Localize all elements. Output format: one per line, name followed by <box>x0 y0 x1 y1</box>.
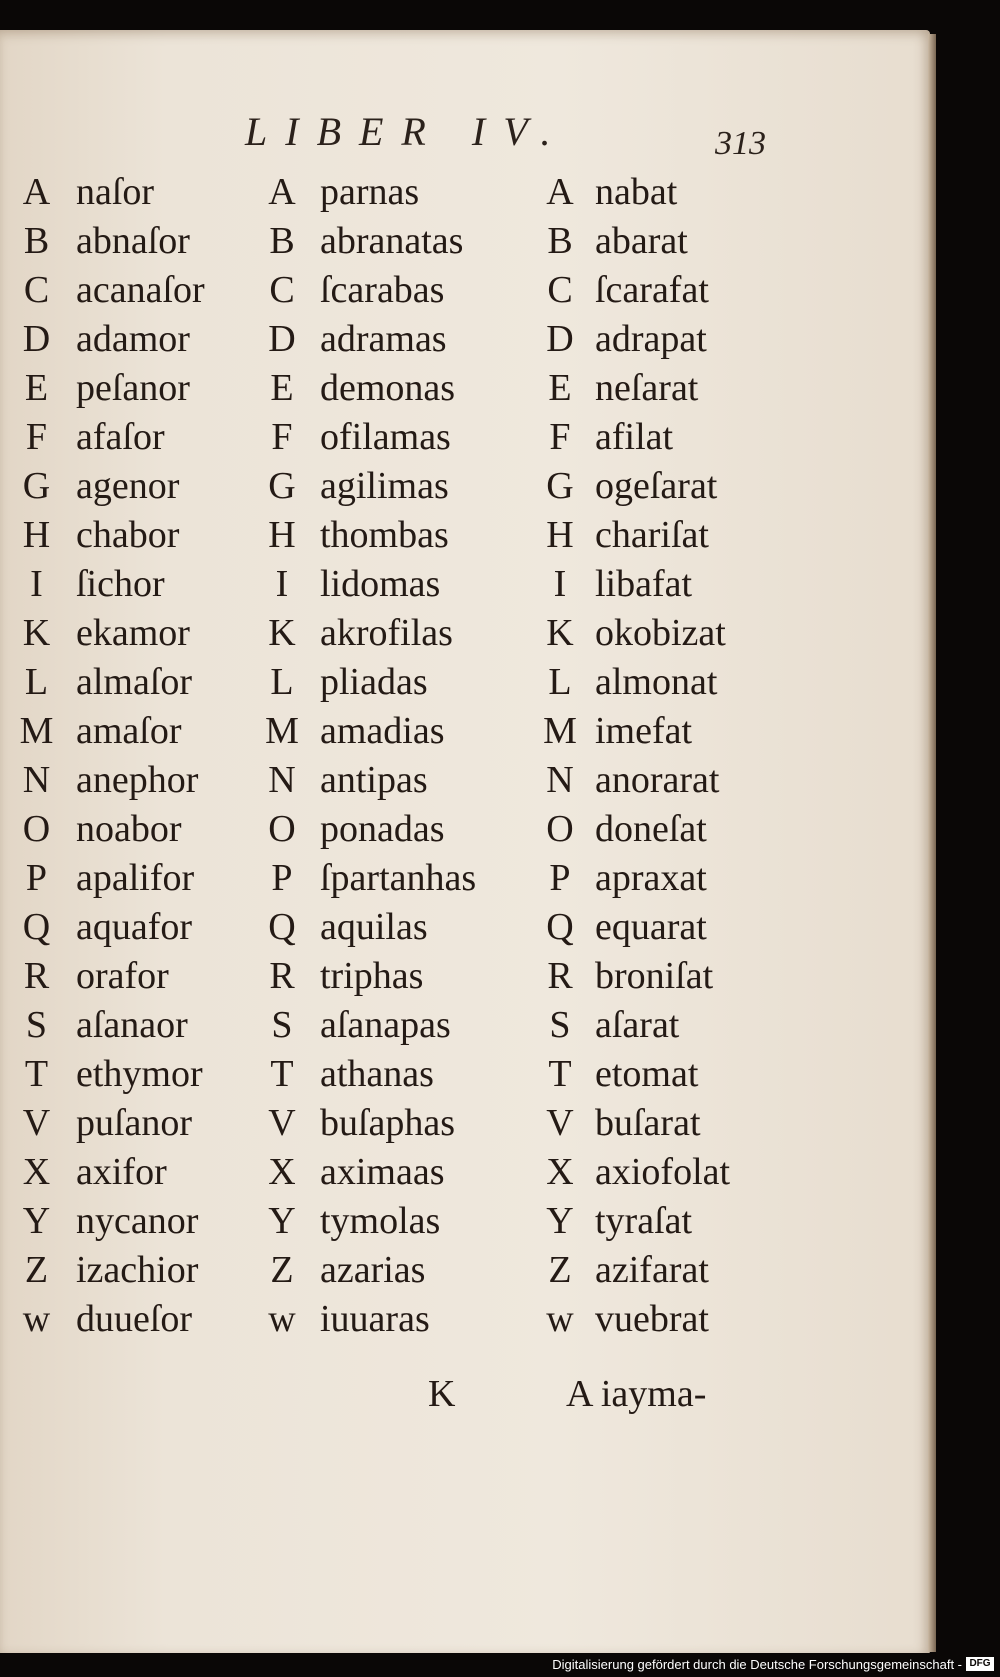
col2-word: thombas <box>320 514 449 556</box>
col2-letter: N <box>268 759 296 801</box>
col3-letter: T <box>548 1053 572 1095</box>
col1-word: apalifor <box>76 857 195 899</box>
col2-letter: I <box>275 563 289 605</box>
col3-letter: K <box>546 612 574 654</box>
col2-word: akrofilas <box>320 612 453 654</box>
col1-word: noabor <box>76 808 182 850</box>
col1-letter: A <box>22 171 51 213</box>
col1-word: almaſor <box>76 661 193 703</box>
footer-credit: Digitalisierung gefördert durch die Deutsche Forschungsgemeinschaft - <box>552 1657 962 1672</box>
col1-letter: G <box>22 465 51 507</box>
col2-letter: L <box>270 661 294 703</box>
page-number: 313 <box>715 125 766 162</box>
col2-word: aſanapas <box>320 1004 451 1046</box>
col2-word: ſpartanhas <box>320 857 477 899</box>
col1-word: afaſor <box>76 416 165 458</box>
col3-word: azifarat <box>595 1249 709 1291</box>
col3-word: broniſat <box>595 955 714 997</box>
col1-letter: K <box>22 612 51 654</box>
col1-word: nycanor <box>76 1200 199 1242</box>
col3-word: almonat <box>595 661 718 703</box>
col3-letter: G <box>546 465 574 507</box>
col3-letter: Y <box>546 1200 574 1242</box>
col1-word: aquafor <box>76 906 193 948</box>
col1-word: anephor <box>76 759 199 801</box>
col1-word: naſor <box>76 171 155 213</box>
col2-word: amadias <box>320 710 445 752</box>
col1-letter: Z <box>24 1249 49 1291</box>
col2-word: athanas <box>320 1053 434 1095</box>
col2-word: tymolas <box>320 1200 441 1242</box>
col2-letter: Y <box>268 1200 296 1242</box>
col3-letter: H <box>546 514 574 556</box>
col3-word: neſarat <box>595 367 699 409</box>
col3-letter: X <box>546 1151 574 1193</box>
col3-word: afilat <box>595 416 674 458</box>
col2-letter: T <box>270 1053 294 1095</box>
col1-word: chabor <box>76 514 180 556</box>
col1-word: abnaſor <box>76 220 190 262</box>
col2-letter: C <box>269 269 295 311</box>
col1-word: amaſor <box>76 710 182 752</box>
col1-letter: Y <box>22 1200 51 1242</box>
col1-letter: R <box>23 955 50 997</box>
col1-letter: S <box>25 1004 48 1046</box>
col2-letter: E <box>270 367 294 409</box>
col1-word: orafor <box>76 955 169 997</box>
col3-letter: P <box>549 857 571 899</box>
col1-letter: D <box>22 318 51 360</box>
col3-word: imefat <box>595 710 693 752</box>
col1-letter: P <box>25 857 48 899</box>
col3-letter: B <box>547 220 573 262</box>
col1-word: peſanor <box>76 367 190 409</box>
col2-letter: F <box>271 416 293 458</box>
col3-letter: S <box>549 1004 571 1046</box>
col2-word: aximaas <box>320 1151 445 1193</box>
col2-letter: V <box>268 1102 296 1144</box>
col1-word: aſanaor <box>76 1004 188 1046</box>
col2-word: lidomas <box>320 563 441 605</box>
col2-letter: A <box>268 171 296 213</box>
page-edge <box>928 34 936 1652</box>
col1-letter: X <box>22 1151 51 1193</box>
col3-word: anorarat <box>595 759 720 801</box>
col1-word: axifor <box>76 1151 167 1193</box>
col3-word: okobizat <box>595 612 726 654</box>
col1-word: ethymor <box>76 1053 203 1095</box>
col3-letter: w <box>546 1298 574 1340</box>
col3-letter: N <box>546 759 574 801</box>
col3-letter: R <box>547 955 573 997</box>
col1-letter: N <box>22 759 51 801</box>
footer-bar <box>0 1653 1000 1675</box>
col2-letter: D <box>268 318 296 360</box>
col3-letter: Z <box>548 1249 572 1291</box>
col2-word: agilimas <box>320 465 449 507</box>
col3-letter: F <box>549 416 571 458</box>
col1-letter: V <box>22 1102 51 1144</box>
col2-word: adramas <box>320 318 447 360</box>
col1-word: acanaſor <box>76 269 205 311</box>
col2-letter: H <box>268 514 296 556</box>
col2-word: parnas <box>320 171 420 213</box>
col2-letter: w <box>268 1298 296 1340</box>
col2-word: iuuaras <box>320 1298 430 1340</box>
col3-word: equarat <box>595 906 707 948</box>
col2-letter: X <box>268 1151 296 1193</box>
col3-word: ogeſarat <box>595 465 718 507</box>
col3-word: axiofolat <box>595 1151 731 1193</box>
col3-letter: L <box>548 661 572 703</box>
col1-letter: T <box>24 1053 49 1095</box>
col2-word: demonas <box>320 367 456 409</box>
col3-word: tyraſat <box>595 1200 693 1242</box>
col1-letter: C <box>23 269 50 311</box>
col3-word: abarat <box>595 220 688 262</box>
col3-word: libafat <box>595 563 693 605</box>
col2-word: aquilas <box>320 906 428 948</box>
col1-letter: B <box>23 220 50 262</box>
col3-letter: Q <box>546 906 574 948</box>
running-title: LIBER IV. <box>245 109 569 154</box>
col3-word: doneſat <box>595 808 707 850</box>
col3-letter: E <box>548 367 572 409</box>
col2-word: abranatas <box>320 220 464 262</box>
col1-word: ekamor <box>76 612 190 654</box>
col3-word: nabat <box>595 171 678 213</box>
col2-word: antipas <box>320 759 428 801</box>
col2-letter: G <box>268 465 296 507</box>
col3-letter: V <box>546 1102 574 1144</box>
col1-letter: F <box>25 416 48 458</box>
col2-letter: K <box>268 612 296 654</box>
col1-word: adamor <box>76 318 190 360</box>
col2-letter: S <box>271 1004 293 1046</box>
col2-word: ofilamas <box>320 416 451 458</box>
catchword-left: K <box>428 1373 456 1415</box>
col3-letter: C <box>547 269 573 311</box>
col2-word: azarias <box>320 1249 426 1291</box>
col2-letter: B <box>269 220 295 262</box>
col2-word: triphas <box>320 955 424 997</box>
col3-word: aſarat <box>595 1004 680 1046</box>
col3-letter: A <box>546 171 574 213</box>
col1-word: duueſor <box>76 1298 193 1340</box>
col3-word: apraxat <box>595 857 707 899</box>
col2-word: ponadas <box>320 808 445 850</box>
col1-word: ſichor <box>76 563 165 605</box>
col2-letter: R <box>269 955 295 997</box>
col1-word: agenor <box>76 465 180 507</box>
dfg-logo: DFG <box>966 1657 994 1671</box>
col3-letter: O <box>546 808 574 850</box>
col2-letter: P <box>271 857 293 899</box>
col1-letter: H <box>22 514 51 556</box>
col2-letter: Z <box>270 1249 294 1291</box>
col1-word: izachior <box>76 1249 199 1291</box>
col3-letter: I <box>553 563 567 605</box>
col3-word: chariſat <box>595 514 709 556</box>
col1-letter: O <box>22 808 51 850</box>
col1-letter: I <box>30 563 43 605</box>
col3-letter: M <box>543 710 577 752</box>
col1-letter: L <box>24 661 49 703</box>
col2-word: pliadas <box>320 661 428 703</box>
col2-letter: M <box>265 710 299 752</box>
col3-word: etomat <box>595 1053 699 1095</box>
col3-word: adrapat <box>595 318 707 360</box>
col2-letter: Q <box>268 906 296 948</box>
col3-letter: D <box>546 318 574 360</box>
col1-word: puſanor <box>76 1102 193 1144</box>
col2-word: buſaphas <box>320 1102 456 1144</box>
catchword-right: A iayma- <box>566 1373 707 1415</box>
col1-letter: E <box>24 367 49 409</box>
col3-word: ſcarafat <box>595 269 709 311</box>
col3-word: vuebrat <box>595 1298 709 1340</box>
col3-word: buſarat <box>595 1102 701 1144</box>
col2-word: ſcarabas <box>320 269 445 311</box>
col1-letter: Q <box>22 906 51 948</box>
col1-letter: M <box>19 710 54 752</box>
col1-letter: w <box>22 1298 51 1340</box>
col2-letter: O <box>268 808 296 850</box>
